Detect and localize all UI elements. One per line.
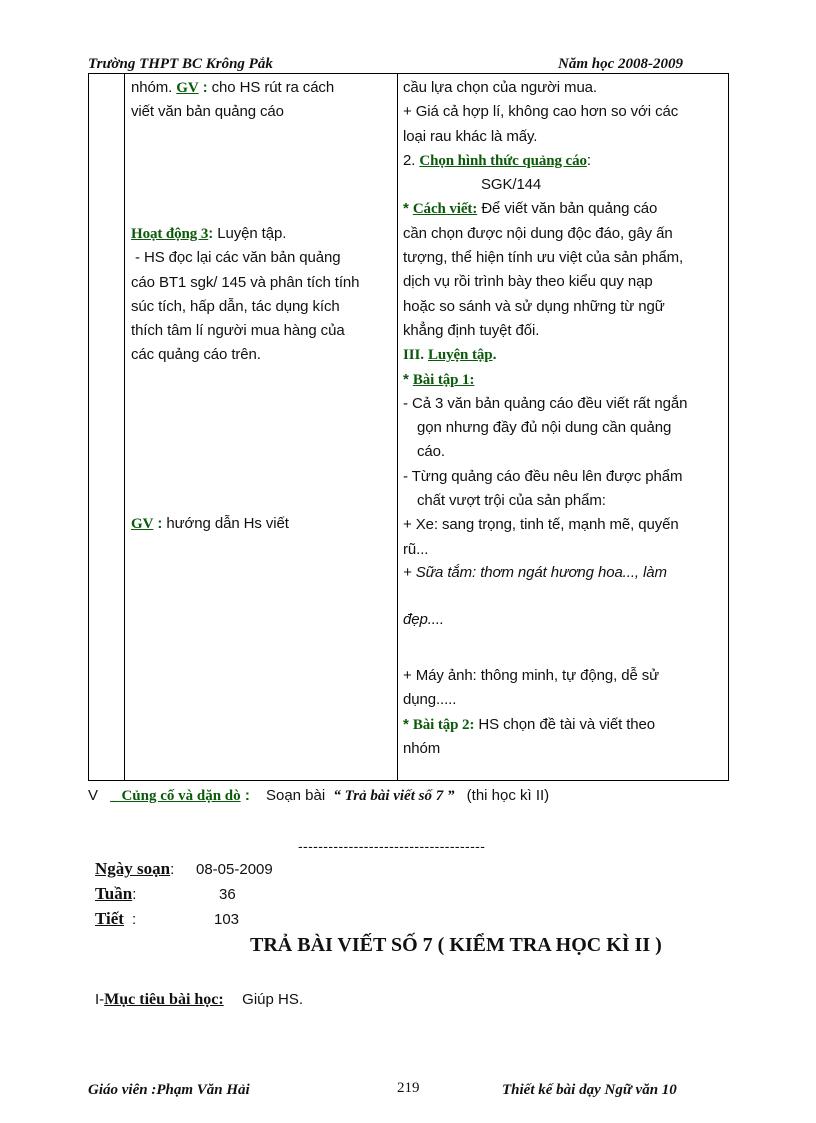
sec2-title: Chọn hình thức quảng cáo: [419, 152, 587, 169]
cachviet-line: khẳng định tuyệt đối.: [403, 321, 540, 339]
bt1-line: - Từng quảng cáo đều nêu lên được phẩm: [403, 467, 683, 485]
right-line3: loại rau khác là mấy.: [403, 127, 538, 145]
gv1-line: [131, 76, 393, 100]
gv2-label: GV: [131, 516, 154, 532]
suatam-line2: đẹp....: [403, 611, 444, 628]
gv1-colon: :: [202, 79, 208, 96]
right-line2: + Giá cả hợp lí, không cao hơn so với các: [403, 103, 679, 121]
sec3-title: Luyện tập: [427, 347, 493, 364]
sec2-num: 2.: [403, 151, 416, 169]
bt2-text: HS chọn đề tài và viết theo: [478, 715, 655, 733]
table-bottom-border: [88, 780, 729, 781]
suatam-line1: + Sữa tắm: thơm ngát hương hoa..., làm: [403, 564, 667, 581]
hd3-text: Luyện tập.: [217, 225, 287, 242]
objective-label: Mục tiêu bài học:: [104, 991, 224, 1008]
bt1-heading: [403, 368, 725, 392]
bt1-line: gọn nhưng đầy đủ nội dung cần quảng: [417, 419, 672, 437]
hd3-block: [131, 222, 393, 368]
footer-page-number: 219: [397, 1080, 420, 1096]
bt1-line: + Xe: sang trọng, tinh tế, mạnh mẽ, quyến: [403, 516, 679, 534]
tuan-colon: :: [132, 886, 137, 903]
tiet-colon: :: [131, 911, 137, 928]
header-school: Trường THPT BC Krông Pắk: [88, 56, 273, 72]
suatam-block: [403, 561, 725, 585]
footer-teacher: Giáo viên :Phạm Văn Hải: [88, 1082, 250, 1098]
hd3-line: súc tích, hấp dẫn, tác dụng kích: [131, 297, 340, 315]
objective-row: [95, 991, 303, 1009]
hd3-line: thích tâm lí người mua hàng của: [131, 322, 345, 340]
cachviet-line: dịch vụ rồi trình bày theo kiểu quy nạp: [403, 273, 653, 291]
section-v: [88, 787, 549, 805]
footer-book: Thiết kế bài dạy Ngữ văn 10: [502, 1082, 677, 1098]
cachviet-label: Cách viết:: [412, 201, 478, 218]
bt1-label: Bài tập 1:: [412, 371, 475, 388]
section-v-num: V: [88, 787, 99, 804]
bt1-line: rũ...: [403, 540, 429, 558]
hd3-colon: :: [208, 225, 214, 242]
bt1-star: *: [403, 370, 409, 388]
bt1-line: - Cả 3 văn bản quảng cáo đều viết rất ngắn: [403, 394, 688, 412]
suatam-block-2: [403, 608, 725, 632]
gv2-line: [131, 512, 393, 536]
tuan-value: 36: [219, 886, 236, 903]
tuan-label: Tuần: [95, 884, 133, 903]
right-line1: cầu lựa chọn của người mua.: [403, 79, 597, 96]
right-column: [403, 76, 725, 562]
mayanh-line1: + Máy ảnh: thông minh, tự động, dễ sử: [403, 667, 660, 684]
header-year: Năm học 2008-2009: [558, 56, 683, 72]
gv2-text: hướng dẫn Hs viết: [166, 515, 289, 532]
table-top-border: [88, 73, 729, 74]
sgk-ref: SGK/144: [481, 176, 542, 194]
cachviet-line: tượng, thể hiện tính ưu việt của sản phẩm,: [403, 249, 684, 267]
sec3-dot: .: [492, 346, 497, 364]
bt1-line: cáo.: [417, 443, 445, 461]
hd3-heading: [131, 222, 393, 246]
cachviet-line: hoặc so sánh và sử dụng những từ ngữ: [403, 297, 665, 315]
gv1-prefix: nhóm.: [131, 79, 173, 96]
lesson-title: TRẢ BÀI VIẾT SỐ 7 ( KIỂM TRA HỌC KÌ II ): [250, 934, 662, 956]
ngay-soan-value: 08-05-2009: [196, 861, 273, 878]
gv2-colon: :: [157, 515, 163, 532]
tuan-row: [95, 884, 136, 904]
sec2-colon: :: [586, 151, 591, 169]
objective-prefix: I-: [95, 991, 105, 1008]
section-v-quote: “ Trả bài viết số 7 ”: [333, 788, 455, 804]
hd3-line: các quảng cáo trên.: [131, 346, 261, 364]
divider: -------------------------------------: [298, 838, 486, 854]
hd3-line: cáo BT1 sgk/ 145 và phân tích tính: [131, 273, 360, 291]
section-v-prefix: Soạn bài: [265, 787, 326, 804]
bt2-heading: [403, 713, 725, 737]
gv1-text: cho HS rút ra cách: [211, 79, 335, 96]
tiet-row: [95, 909, 136, 929]
tiet-label: Tiết: [95, 909, 124, 928]
cachviet-line: cần chọn được nội dung độc đáo, gây ấn: [403, 224, 673, 242]
section-v-suffix: (thi học kì II): [466, 787, 550, 804]
cachviet-star: *: [403, 200, 409, 218]
hd3-line: - HS đọc lại các văn bản quảng: [135, 249, 341, 267]
sec2-heading: [403, 149, 725, 173]
section-v-colon: :: [244, 787, 250, 804]
sec3-heading: [403, 343, 725, 367]
table-col-line-3: [397, 73, 398, 781]
bt2-line2: nhóm: [403, 739, 441, 757]
bt1-line: chất vượt trội của sản phẩm:: [417, 492, 606, 510]
mayanh-line2: dụng.....: [403, 691, 457, 709]
mayanh-block: [403, 664, 725, 761]
cachviet-heading: [403, 197, 725, 221]
table-col-line-2: [124, 73, 125, 781]
gv1-label: GV: [176, 80, 199, 96]
bt2-star: *: [403, 715, 409, 733]
tiet-value: 103: [214, 911, 240, 928]
ngay-soan-label: Ngày soạn: [95, 859, 171, 878]
objective-text: Giúp HS.: [242, 991, 304, 1008]
gv2-block: [131, 512, 393, 536]
table-col-line-1: [88, 73, 89, 781]
table-col-line-4: [728, 73, 729, 781]
ngay-soan-row: [95, 859, 174, 879]
cachviet-text: Để viết văn bản quảng cáo: [481, 200, 658, 218]
hd3-label: Hoạt động 3: [131, 226, 209, 242]
ngay-soan-colon: :: [170, 861, 175, 878]
left-column: [131, 76, 393, 125]
sec3-num: III.: [403, 347, 424, 364]
section-v-title: _ Củng cố và dặn dò: [110, 788, 241, 804]
gv1-line2: viết văn bản quảng cáo: [131, 103, 284, 121]
bt2-label: Bài tập 2:: [412, 716, 475, 733]
